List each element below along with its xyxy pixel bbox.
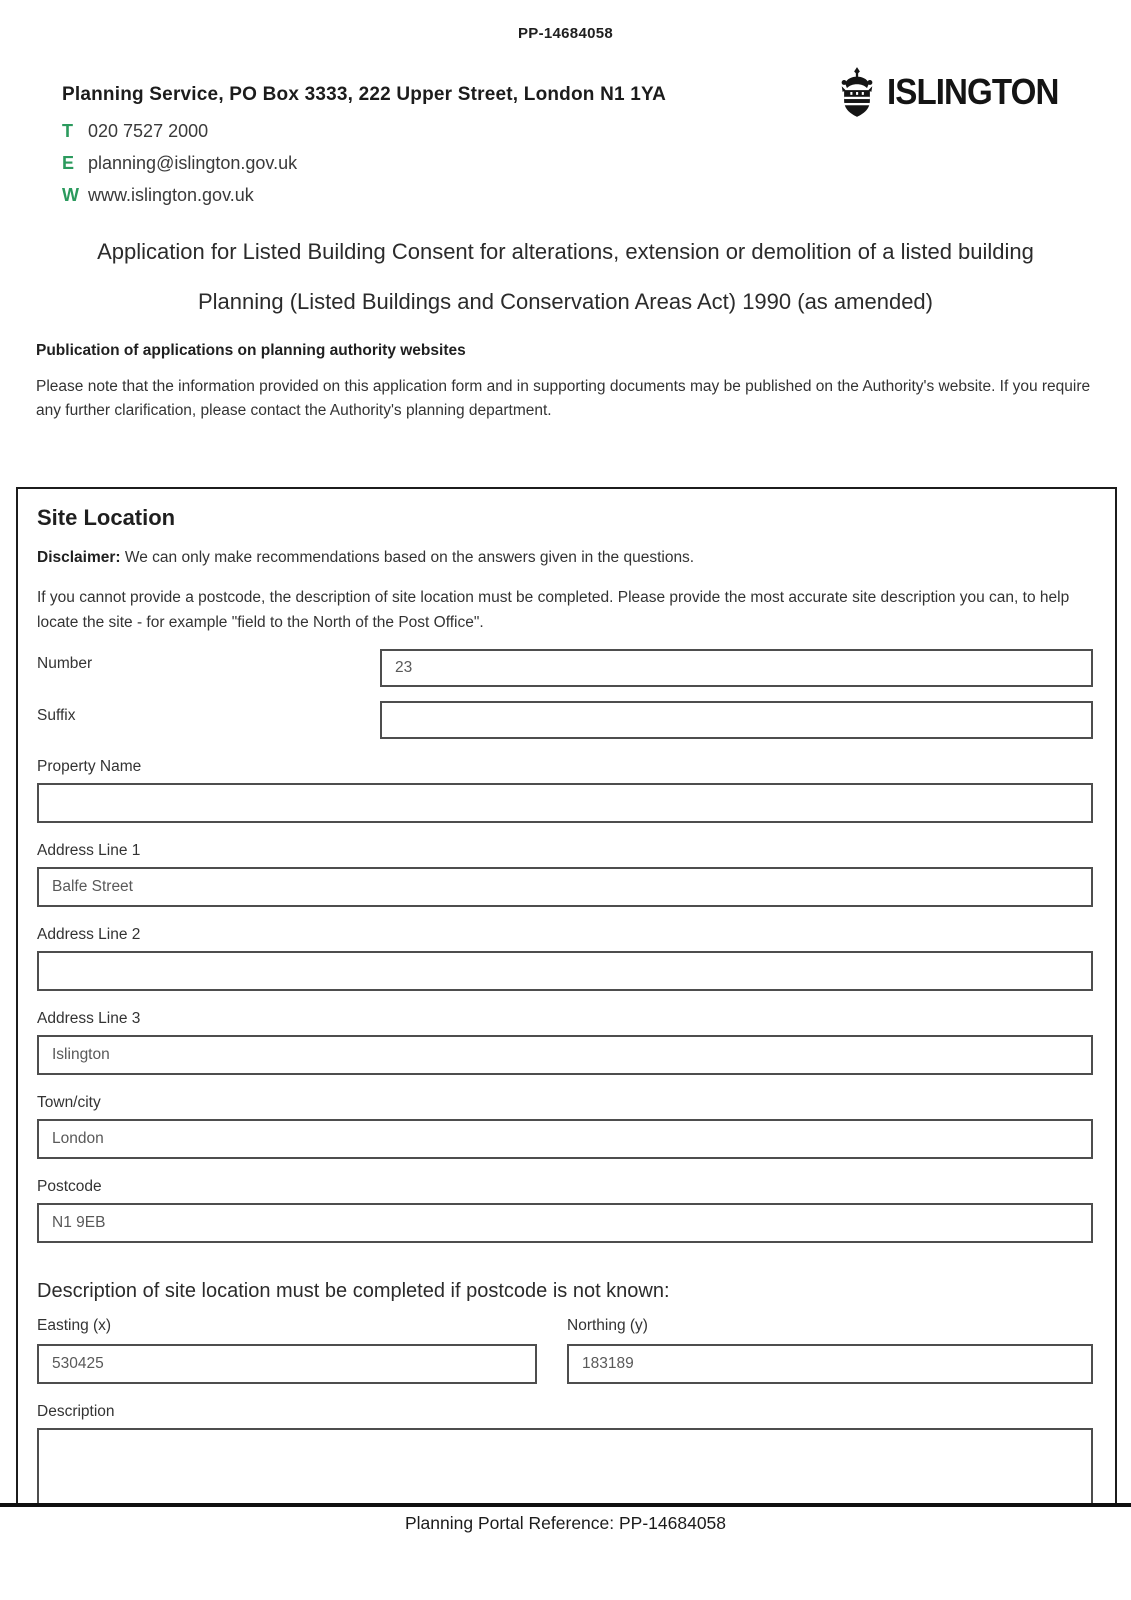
number-label: Number	[37, 655, 93, 672]
email-row	[62, 147, 666, 179]
telephone-row	[62, 115, 666, 147]
suffix-label: Suffix	[37, 707, 76, 724]
northing-label: Northing (y)	[567, 1317, 648, 1334]
disclaimer-text	[37, 548, 1093, 568]
easting-input[interactable]	[37, 1344, 537, 1384]
site-location-section	[16, 487, 1117, 1503]
form-title: Application for Listed Building Consent for alterations, extension or demolition of a listed building	[97, 239, 1034, 264]
address-line-2-label: Address Line 2	[37, 926, 141, 943]
publication-heading: Publication of applications on planning authority websites	[36, 342, 466, 359]
email-prefix: E	[62, 153, 75, 173]
page-bottom-rule	[0, 1503, 1131, 1507]
northing-field-group	[567, 1316, 1093, 1384]
telephone-number: 020 7527 2000	[88, 121, 209, 141]
postcode-field-group	[37, 1177, 1093, 1243]
coordinates-row	[37, 1316, 1093, 1384]
number-field-row	[37, 649, 1093, 687]
easting-label: Easting (x)	[37, 1317, 112, 1334]
suffix-input[interactable]	[380, 701, 1093, 739]
number-input[interactable]	[380, 649, 1093, 687]
disclaimer-label: Disclaimer:	[37, 549, 121, 566]
header	[62, 71, 1073, 211]
website-prefix: W	[62, 185, 79, 205]
description-textarea[interactable]	[37, 1428, 1093, 1503]
publication-body: Please note that the information provided on this application form and in supporting documents may be published on the Authority's website. If you require any further clarification, please contact the Authority's planning department.	[36, 378, 1091, 419]
town-city-field-group	[37, 1093, 1093, 1159]
description-label: Description	[37, 1403, 115, 1420]
publication-section	[36, 342, 1095, 423]
form-subtitle: Planning (Listed Buildings and Conservation Areas Act) 1990 (as amended)	[197, 289, 933, 314]
planning-portal-reference-footer: Planning Portal Reference: PP-14684058	[404, 1513, 727, 1533]
website-row	[62, 179, 666, 211]
address-line-3-field-group	[37, 1009, 1093, 1075]
disclaimer-body: We can only make recommendations based on the answers given in the questions.	[120, 549, 695, 566]
address-line-1-label: Address Line 1	[37, 842, 141, 859]
website-url: www.islington.gov.uk	[88, 185, 254, 205]
address-line-1-input[interactable]	[37, 867, 1093, 907]
easting-field-group	[37, 1316, 537, 1384]
property-name-input[interactable]	[37, 783, 1093, 823]
site-location-intro: If you cannot provide a postcode, the description of site location must be completed. Please provide the most accurate site description you can, to help locate the site - for example "field to the North of the Post Office".	[37, 589, 1070, 631]
address-line-3-input[interactable]	[37, 1035, 1093, 1075]
planning-portal-reference-top: PP-14684058	[517, 25, 614, 42]
islington-logo-text: ISLINGTON	[886, 71, 1059, 112]
site-location-heading: Site Location	[37, 505, 176, 530]
service-address: Planning Service, PO Box 3333, 222 Upper Street, London N1 1YA	[62, 84, 667, 105]
property-name-label: Property Name	[37, 758, 142, 775]
property-name-field-group	[37, 757, 1093, 823]
town-city-label: Town/city	[37, 1094, 101, 1111]
description-field-group	[37, 1402, 1093, 1503]
address-line-2-input[interactable]	[37, 951, 1093, 991]
description-requirement-heading: Description of site location must be completed if postcode is not known:	[37, 1280, 670, 1302]
address-line-3-label: Address Line 3	[37, 1010, 141, 1027]
contact-block	[62, 84, 666, 211]
address-line-1-field-group	[37, 841, 1093, 907]
islington-crest-icon	[836, 66, 878, 118]
postcode-input[interactable]	[37, 1203, 1093, 1243]
islington-logo	[836, 66, 1073, 118]
email-address: planning@islington.gov.uk	[88, 153, 298, 173]
telephone-prefix: T	[62, 121, 73, 141]
northing-input[interactable]	[567, 1344, 1093, 1384]
address-line-2-field-group	[37, 925, 1093, 991]
postcode-label: Postcode	[37, 1178, 102, 1195]
town-city-input[interactable]	[37, 1119, 1093, 1159]
suffix-field-row	[37, 701, 1093, 739]
